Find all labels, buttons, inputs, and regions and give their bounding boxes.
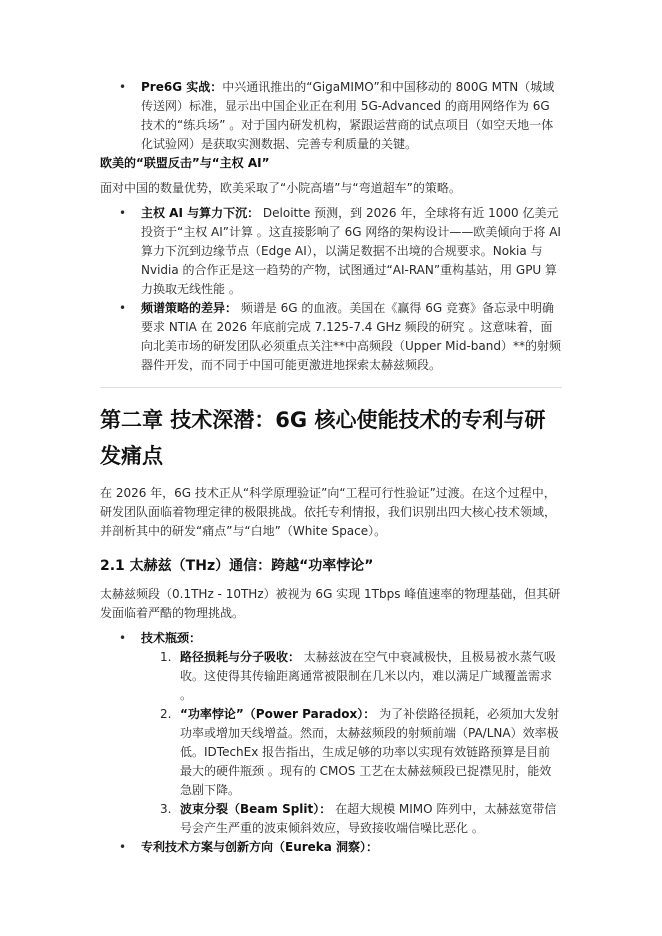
list-item — [100, 299, 562, 375]
chapter-intro: 在 2026 年，6G 技术正从“科学原理验证”向“工程可行性验证”过渡。在这个过程中，研发团队面临着物理定律的极限挑战。依托专利情报，我们识别出四大核心技术领域，并剖析其中的研发“痛点”与“白地”（White Space）。 — [100, 486, 557, 538]
item-label: 波束分裂（Beam Split）： — [180, 802, 332, 816]
bullet-label: 专利技术方案与创新方向（Eureka 洞察）： — [141, 840, 379, 854]
list-item — [100, 78, 562, 154]
item-number: 2. — [160, 707, 172, 721]
bullet-label: Pre6G 实战： — [141, 80, 223, 94]
west-intro: 面对中国的数量优势，欧美采取了“小院高墙”与“弯道超车”的策略。 — [100, 181, 461, 195]
item-number: 1. — [160, 650, 172, 664]
numbered-item — [100, 705, 562, 800]
bullet-label: 频谱策略的差异： — [141, 301, 238, 315]
section-bullet-list — [100, 629, 562, 648]
west-heading: 欧美的“联盟反击”与“主权 AI” — [100, 156, 270, 170]
item-text: 为了补偿路径损耗，必须加大发射功率或增加天线增益。然而，太赫兹频段的射频前端（PA/LNA）效率极低。IDTechEx 报告指出，生成足够的功率以实现有效链路预算是目前最大的硬件瓶颈 。现有的 CMOS 工艺在太赫兹频段已捉襟见肘，能效急剧下降。 — [180, 707, 560, 797]
numbered-item — [100, 800, 562, 838]
bullet-label: 主权 AI 与算力下沉： — [141, 206, 260, 220]
west-bullet-list — [100, 204, 562, 375]
chapter-title: 第二章 技术深潜：6G 核心使能技术的专利与研发痛点 — [100, 408, 546, 468]
document-content — [100, 78, 562, 857]
section-divider — [100, 387, 562, 388]
list-item — [100, 629, 562, 648]
bullet-text: 中兴通讯推出的“GigaMIMO”和中国移动的 800G MTN（城域传送网）标准，显示出中国企业正在利用 5G-Advanced 的商用网络作为 6G 技术的“练兵场” 。对于国内研发机构，紧跟运营商的试点项目（如空天地一体化试验网）是获取实测数据、完善专利质量的关键。 — [141, 80, 555, 151]
section-title: 2.1 太赫兹（THz）通信：跨越“功率悖论” — [100, 558, 374, 574]
item-label: “功率悖论”（Power Paradox）： — [180, 707, 376, 721]
item-label: 路径损耗与分子吸收： — [180, 650, 301, 664]
section-intro: 太赫兹频段（0.1THz - 10THz）被视为 6G 实现 1Tbps 峰值速率的物理基础，但其研发面临着严酷的物理挑战。 — [100, 587, 561, 620]
top-bullet-list — [100, 78, 562, 154]
item-text: 太赫兹波在空气中衰减极快，且极易被水蒸气吸收。这使得其传输距离通常被限制在几米以内，难以满足广域覆盖需求 。 — [180, 650, 556, 702]
bullet-text: 频谱是 6G 的血液。美国在《赢得 6G 竞赛》备忘录中明确要求 NTIA 在 2026 年底前完成 7.125-7.4 GHz 频段的研究 。这意味着，面向北美市场的研发团队必须重点关注**中高频段（Upper Mid-band）**的射频器件开发，而不同于中国可能更激进地探索太赫兹频段。 — [141, 301, 561, 372]
list-item — [100, 204, 562, 299]
patent-bullet-list — [100, 838, 562, 857]
bullet-text: Deloitte 预测，到 2026 年，全球将有近 1000 亿美元投资于“主权 AI”计算 。这直接影响了 6G 网络的架构设计——欧美倾向于将 AI 算力下沉到边缘节点（Edge AI），以满足数据不出境的合规要求。Nokia 与 Nvidia 的合作正是这一趋势的产物，试图通过“AI-RAN”重构基站，用 GPU 算力换取无线性能 。 — [141, 206, 561, 296]
list-item — [100, 838, 562, 857]
bullet-label: 技术瓶颈： — [141, 631, 202, 645]
bottleneck-list — [100, 648, 562, 838]
item-text: 在超大规模 MIMO 阵列中，太赫兹宽带信号会产生严重的波束倾斜效应，导致接收端信噪比恶化 。 — [180, 802, 557, 835]
item-number: 3. — [160, 802, 172, 816]
numbered-item — [100, 648, 562, 705]
